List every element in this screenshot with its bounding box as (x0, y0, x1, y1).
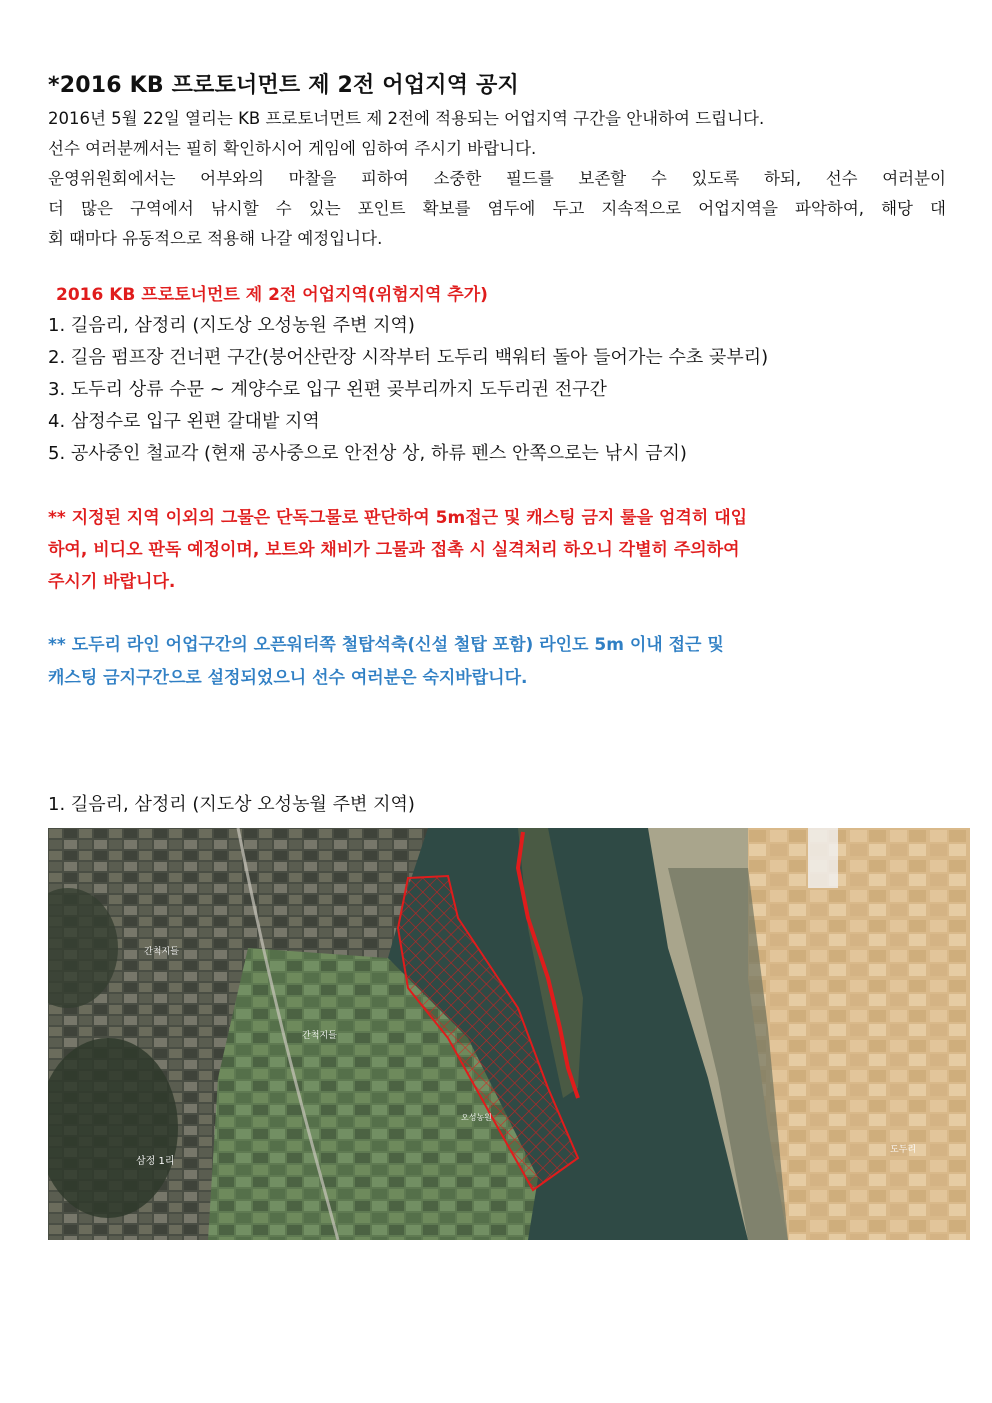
zones-heading: 2016 KB 프로토너먼트 제 2전 어업지역(위험지역 추가) (56, 285, 488, 305)
satellite-map (48, 828, 970, 1240)
list-item: 4. 삼정수로 입구 왼편 갈대밭 지역 (48, 411, 320, 432)
map-label: 간척지들 (302, 1031, 337, 1041)
notice-line-1: ** 도두리 라인 어업구간의 오픈워터쪽 철탑석축(신설 철탑 포함) 라인도 5m 이내 접근 및 (48, 635, 724, 655)
intro-line-2: 선수 여러분께서는 필히 확인하시어 게임에 임하여 주시기 바랍니다. (48, 139, 537, 158)
map-label: 간척지들 (144, 947, 179, 957)
page-title: *2016 KB 프로토너먼트 제 2전 어업지역 공지 (48, 73, 519, 98)
list-item: 3. 도두리 상류 수문 ~ 계양수로 입구 왼편 곶부리까지 도두리권 전구간 (48, 379, 607, 400)
intro-paragraph (48, 104, 946, 254)
warning-line-2: 하여, 비디오 판독 예정이며, 보트와 채비가 그물과 접촉 시 실격처리 하오니 각별히 주의하여 (48, 540, 740, 560)
map-caption: 1. 길음리, 삼정리 (지도상 오성농월 주변 지역) (48, 794, 415, 815)
map-label: 오성농원 (461, 1113, 492, 1122)
warning-paragraph (48, 502, 946, 598)
list-item: 1. 길음리, 삼정리 (지도상 오성농원 주변 지역) (48, 315, 415, 336)
notice-line-2: 캐스팅 금지구간으로 설정되었으니 선수 여러분은 숙지바랍니다. (48, 668, 528, 688)
intro-line-1: 2016년 5월 22일 열리는 KB 프로토너먼트 제 2전에 적용되는 어업지역 구간을 안내하여 드립니다. (48, 109, 765, 128)
warning-line-1: ** 지정된 지역 이외의 그물은 단독그물로 판단하여 5m접근 및 캐스팅 금지 룰을 엄격히 대입 (48, 508, 748, 528)
map-illustration (48, 828, 970, 1240)
intro-line-3: 운영위원회에서는 어부와의 마찰을 피하여 소중한 필드를 보존할 수 있도록 하되, 선수 여러분이 (48, 169, 946, 188)
list-item: 2. 길음 펌프장 건너편 구간(붕어산란장 시작부터 도두리 백워터 돌아 들어가는 수초 곶부리) (48, 347, 769, 368)
notice-paragraph (48, 629, 946, 695)
list-item: 5. 공사중인 철교각 (현재 공사중으로 안전상 상, 하류 펜스 안쪽으로는 낚시 금지) (48, 443, 687, 464)
map-label: 도두리 (890, 1145, 917, 1155)
zones-list (48, 310, 768, 470)
warning-line-3: 주시기 바랍니다. (48, 572, 176, 592)
intro-line-5: 회 때마다 유동적으로 적용해 나갈 예정입니다. (48, 229, 383, 248)
map-label: 삼정 1리 (136, 1156, 175, 1167)
intro-line-4: 더 많은 구역에서 낚시할 수 있는 포인트 확보를 염두에 두고 지속적으로 어업지역을 파악하여, 해당 대 (48, 199, 946, 218)
